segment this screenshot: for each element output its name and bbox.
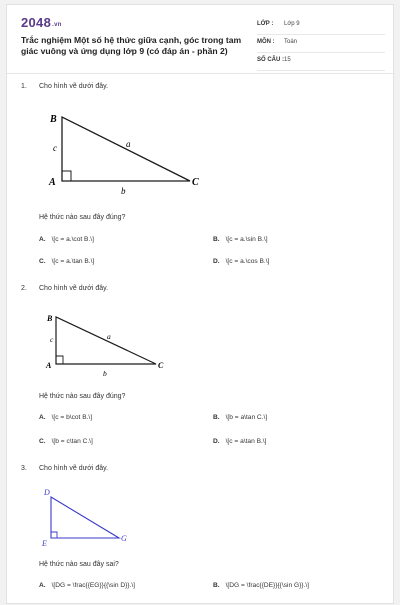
question-text: Cho hình vẽ dưới đây.	[39, 83, 109, 90]
vertex-label: C	[158, 361, 164, 370]
answer-option-c[interactable]: C. \[c = a.\tan B.\]	[39, 258, 95, 265]
vertex-label: B	[47, 314, 53, 323]
answer-option-d[interactable]: D. \[c = a.\cos B.\]	[213, 258, 270, 265]
vertex-label: B	[50, 114, 57, 125]
vertex-label: G	[121, 534, 127, 543]
meta-key: LỚP :	[257, 21, 274, 27]
question-prompt: Hệ thức nào sau đây đúng?	[39, 214, 126, 221]
answer-option-c[interactable]: C. \[b = c\tan C.\]	[39, 438, 93, 445]
side-label: c	[53, 143, 57, 153]
answer-option-a[interactable]: A. \[c = a.\cot B.\]	[39, 236, 94, 243]
answer-option-b[interactable]: B. \[c = a.\sin B.\]	[213, 236, 268, 243]
site-logo[interactable]: 2048.vn	[21, 15, 62, 30]
vertex-label: A	[49, 177, 56, 188]
side-label: a	[126, 139, 131, 149]
answer-option-a[interactable]: A. \[DG = \frac{{EG}}{{\sin D}}.\]	[39, 582, 135, 589]
question-number: 2.	[21, 285, 27, 292]
vertex-label: E	[42, 539, 47, 548]
meta-value: 15	[284, 57, 291, 63]
side-label: b	[103, 369, 107, 378]
meta-value: Lớp 9	[284, 21, 300, 27]
question-number: 1.	[21, 83, 27, 90]
question-number: 3.	[21, 465, 27, 472]
vertex-label: A	[46, 361, 52, 370]
question-text: Cho hình vẽ dưới đây.	[39, 285, 109, 292]
answer-option-d[interactable]: D. \[c = a\tan B.\]	[213, 438, 267, 445]
side-label: a	[107, 332, 111, 341]
document-page	[6, 4, 394, 604]
answer-option-b[interactable]: B. \[b = a\tan C.\]	[213, 414, 268, 421]
question-prompt: Hệ thức nào sau đây sai?	[39, 561, 119, 568]
answer-option-a[interactable]: A. \[c = b\cot B.\]	[39, 414, 93, 421]
question-text: Cho hình vẽ dưới đây.	[39, 465, 109, 472]
meta-value: Toán	[284, 39, 298, 45]
triangle-figure-q3	[7, 5, 395, 605]
question-prompt: Hệ thức nào sau đây đúng?	[39, 393, 126, 400]
side-label: b	[121, 186, 126, 196]
side-label: c	[50, 335, 54, 344]
meta-key: SỐ CÂU :	[257, 57, 284, 63]
vertex-label: C	[192, 177, 199, 188]
quiz-title: Trắc nghiệm Một số hệ thức giữa cạnh, góc trong tam giác vuông và ứng dụng lớp 9 (có đáp án - phần 2)	[21, 35, 242, 56]
answer-option-b[interactable]: B. \[DG = \frac{{DE}}{{\sin G}}.\]	[213, 582, 309, 589]
meta-key: MÔN :	[257, 39, 275, 45]
vertex-label: D	[44, 488, 50, 497]
